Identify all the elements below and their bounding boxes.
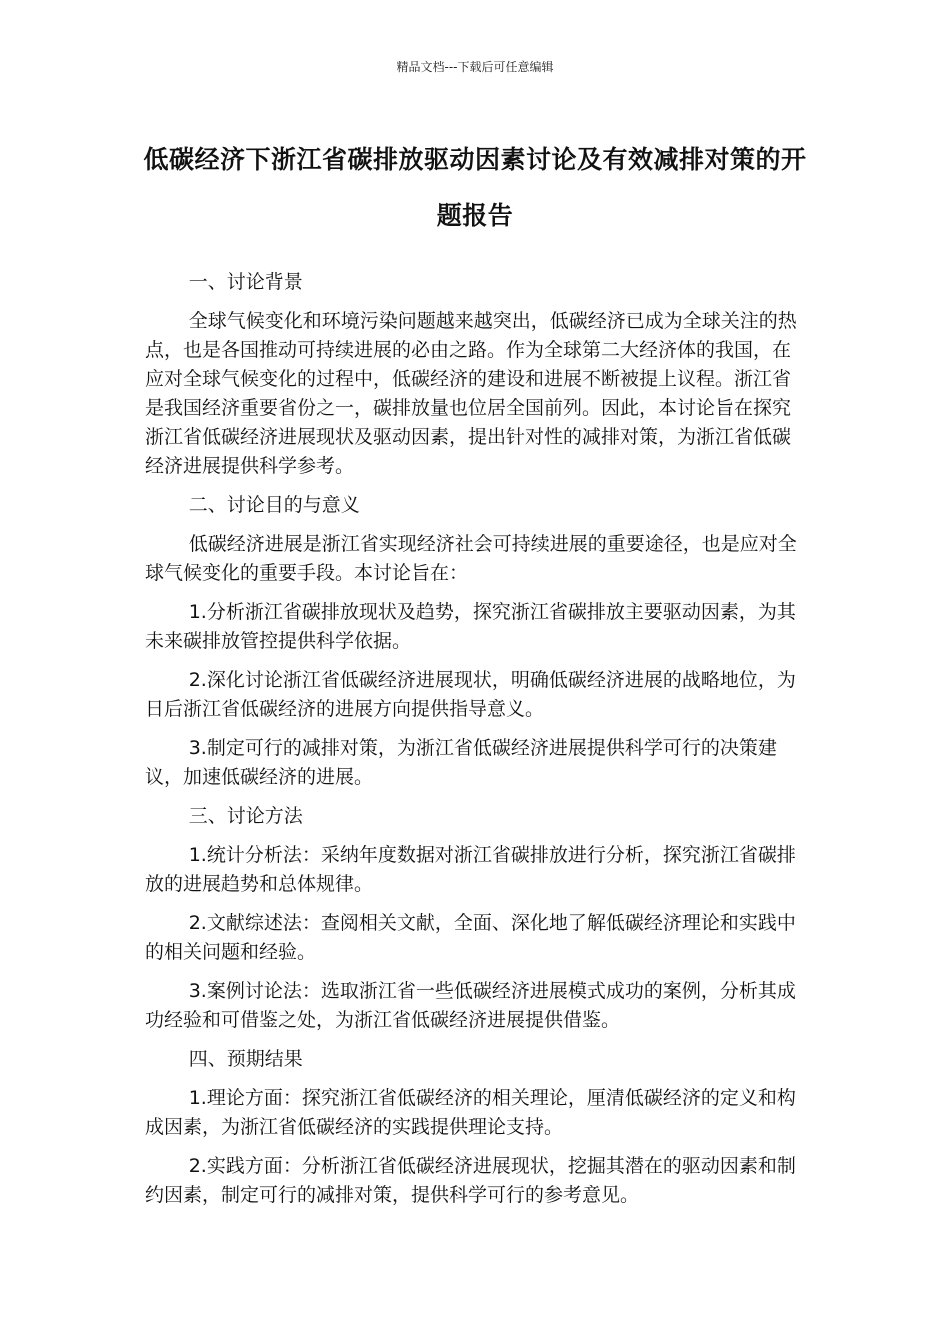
document-body: [145, 268, 797, 1220]
document-title: 低碳经济下浙江省碳排放驱动因素讨论及有效减排对策的开题报告: [143, 145, 807, 230]
list-item: 3.制定可行的减排对策，为浙江省低碳经济进展提供科学可行的决策建议，加速低碳经济的进展。: [145, 737, 777, 788]
list-item: 2.深化讨论浙江省低碳经济进展现状，明确低碳经济进展的战略地位，为日后浙江省低碳经济的进展方向提供指导意义。: [145, 669, 796, 720]
list-item: 3.案例讨论法：选取浙江省一些低碳经济进展模式成功的案例，分析其成功经验和可借鉴之处，为浙江省低碳经济进展提供借鉴。: [145, 980, 796, 1031]
section-heading: 二、讨论目的与意义: [188, 494, 360, 516]
section-heading: 一、讨论背景: [188, 271, 303, 293]
list-item: 2.实践方面：分析浙江省低碳经济进展现状，挖掘其潜在的驱动因素和制约因素，制定可行的减排对策，提供科学可行的参考意见。: [145, 1155, 796, 1206]
paragraph: 全球气候变化和环境污染问题越来越突出，低碳经济已成为全球关注的热点，也是各国推动可持续进展的必由之路。作为全球第二大经济体的我国，在应对全球气候变化的过程中，低碳经济的建设和进展不断被提上议程。浙江省是我国经济重要省份之一，碳排放量也位居全国前列。因此，本讨论旨在探究浙江省低碳经济进展现状及驱动因素，提出针对性的减排对策，为浙江省低碳经济进展提供科学参考。: [145, 310, 797, 477]
list-item: 1.分析浙江省碳排放现状及趋势，探究浙江省碳排放主要驱动因素，为其未来碳排放管控提供科学依据。: [145, 601, 796, 652]
section-heading: 四、预期结果: [188, 1048, 303, 1070]
section-heading: 三、讨论方法: [188, 805, 303, 827]
header-note: 精品文档---下载后可任意编辑: [396, 60, 554, 74]
list-item: 2.文献综述法：查阅相关文献，全面、深化地了解低碳经济理论和实践中的相关问题和经验。: [145, 912, 796, 963]
list-item: 1.统计分析法：采纳年度数据对浙江省碳排放进行分析，探究浙江省碳排放的进展趋势和总体规律。: [145, 844, 796, 895]
paragraph: 低碳经济进展是浙江省实现经济社会可持续进展的重要途径，也是应对全球气候变化的重要手段。本讨论旨在：: [145, 533, 797, 584]
list-item: 1.理论方面：探究浙江省低碳经济的相关理论，厘清低碳经济的定义和构成因素，为浙江省低碳经济的实践提供理论支持。: [145, 1087, 796, 1138]
